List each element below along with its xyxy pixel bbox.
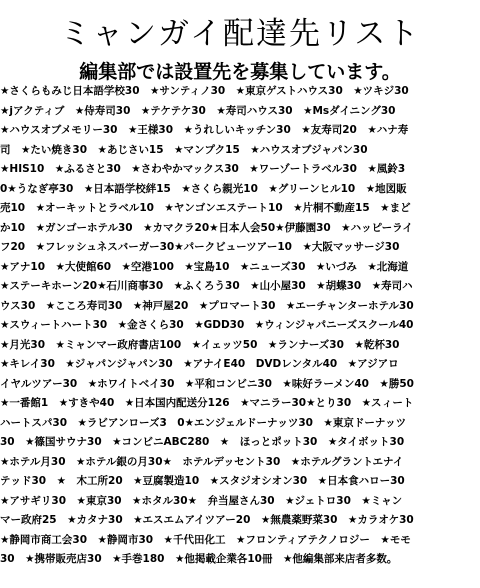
list-line: ★ハウスオブメモリー30 ★王様30 ★うれしいキッチン30 ★友寿司20 ★ハナ寿 [0, 124, 409, 136]
list-line: ハートスパ30 ★ラビアンローズ3 0★エンジェルドーナッツ30 ★東京ドーナッツ [0, 416, 407, 429]
list-line: 売10 ★オーキットとラベル10 ★ヤンゴンエステート10 ★片桐不動産15 ★まど [0, 202, 411, 214]
list-line: 30 ★篠国サウナ30 ★コンビニABC280 ★ ほっとポット30 ★タイボット30 [0, 436, 405, 448]
list-line: マー政府25 ★カタナ30 ★エスエムアイツアー20 ★無農薬野菜30 ★カラオケ30 [0, 514, 414, 526]
list-line: 司 ★たい焼き30 ★あじさい15 ★マンプク15 ★ハウスオブジャパン30 [0, 143, 368, 156]
list-line: ★アナ10 ★大使館60 ★空港100 ★宝島10 ★ニューズ30 ★いづみ ★北海道 [0, 260, 409, 273]
list-line: ★さくらもみじ日本語学校30 ★サンティノ30 ★東京ゲストハウス30 ★ツキジ30 [0, 85, 409, 97]
list-line: ★静岡市商工会30 ★静岡市30 ★千代田化工 ★フロンティアテクノロジー ★モモ [0, 533, 411, 546]
list-line: フ20 ★フレッシュネスバーガー30★パークビューツアー10 ★大阪マッサージ30 [0, 241, 400, 253]
list-line: ウス30 ★こころ寿司30 ★神戸屋20 ★プロマート30 ★エーチャンターホテル30 [0, 299, 414, 312]
list-line: ★jアクティブ ★侍寿司30 ★テケテケ30 ★寿司ハウス30 ★Msダイニング30 [0, 104, 396, 117]
list-line: 0★うなぎ亭30 ★日本語学校絆15 ★さくら親光10 ★グリーンヒル10 ★地図販 [0, 182, 407, 195]
list-line: ★一番館1 ★すきや40 ★日本国内配送分126 ★マニラー30★とり30 ★スィート [0, 397, 414, 409]
list-line: イヤルツアー30 ★ホワイトベイ30 ★平和コンビニ30 ★味好ラーメン40 ★勝50 [0, 377, 414, 390]
list-line: ★アサギリ30 ★東京30 ★ホタル30★ 弁当屋さん30 ★ジェトロ30 ★ミャン [0, 494, 403, 507]
list-line: ★HIS10 ★ふるさと30 ★さわやかマックス30 ★ワーゾートラベル30 ★風鈴3 [0, 163, 406, 175]
page-title: ミャンガイ配達先リスト [59, 16, 421, 52]
list-line: ★ホテル月30 ★ホテル銀の月30★ ホテルデッセント30 ★ホテルグラントエナイ [0, 455, 404, 468]
list-line: ★ステーキホーン20★石川商事30 ★ふくろう30 ★山小屋30 ★胡蝶30 ★寿司ハ [0, 280, 413, 292]
list-line: か10 ★ガンゴーホテル30 ★カマクラ20★日本人会50★伊藤園30 ★ハッピーライ [0, 221, 413, 234]
list-line: テッド30 ★ 木工所20 ★豆腐製造10 ★スタジオシオン30 ★日本食ハロー30 [0, 475, 405, 487]
delivery-list [0, 82, 480, 570]
page-subtitle: 編集部では設置先を募集しています。 [79, 61, 401, 83]
list-line: ★月光30 ★ミャンマー政府書店100 ★イェッツ50 ★ランナーズ30 ★乾杯30 [0, 338, 400, 351]
list-line: ★スウィートハート30 ★金さくら30 ★GDD30 ★ウィンジャパニーズスクール40 [0, 319, 414, 331]
list-line: ★キレイ30 ★ジャパンジャパン30 ★アナイE40 DVDレンタル40 ★アジアロ [0, 358, 399, 370]
list-line: 30 ★携帯販売店30 ★手巻180 ★他掲載企業各10冊 ★他編集部来店者多数。 [0, 553, 398, 565]
